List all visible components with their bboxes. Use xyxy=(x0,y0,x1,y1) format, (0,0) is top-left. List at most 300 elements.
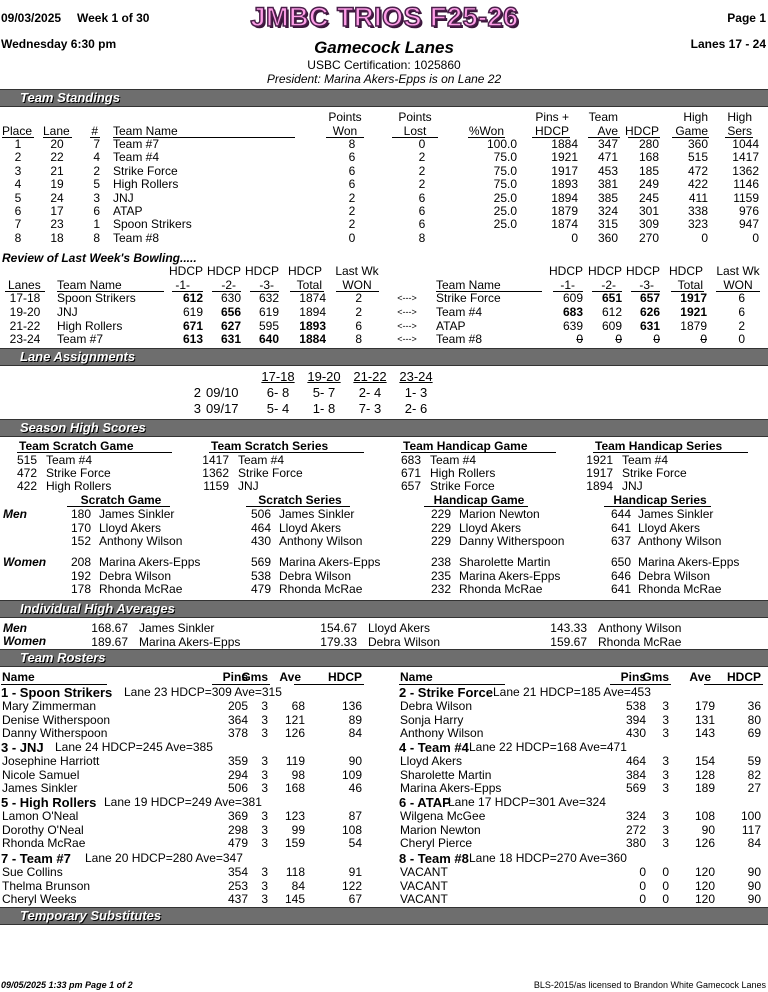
roster-team-info: Lane 19 HDCP=249 Ave=381 xyxy=(104,795,262,809)
bowler-name: Sharolette Martin xyxy=(400,767,492,782)
review-arrow: <---> xyxy=(397,306,417,317)
rule-line xyxy=(593,452,748,453)
standings-cell: 6 xyxy=(418,190,426,205)
bowler-name: Danny Witherspoon xyxy=(2,726,108,741)
average: 126 xyxy=(694,836,715,851)
standings-cell: 19 xyxy=(50,177,64,192)
standings-cell: Strike Force xyxy=(113,163,178,178)
standings-cell: 0 xyxy=(348,230,356,245)
bowler-name: VACANT xyxy=(400,865,448,879)
standings-cell: 8 xyxy=(418,230,426,245)
review-won: 6 xyxy=(738,291,745,305)
roster-team-info: Lane 23 HDCP=309 Ave=315 xyxy=(124,685,282,699)
team-high-title: Team Scratch Series xyxy=(211,439,329,453)
score: 192 xyxy=(70,568,91,583)
review-team: Spoon Strikers xyxy=(57,291,136,305)
average: 143.33 xyxy=(550,621,587,635)
review-game: 651 xyxy=(601,291,622,305)
review-game: 612 xyxy=(182,291,203,305)
review-team: High Rollers xyxy=(57,318,123,333)
standings-cell: 8 xyxy=(14,230,22,245)
bowler-name: Lloyd Akers xyxy=(279,520,342,535)
standings-cell: 6 xyxy=(93,204,100,218)
average: 189.67 xyxy=(91,634,128,649)
standings-cell: 1 xyxy=(93,217,100,232)
team-name: Strike Force xyxy=(430,479,495,494)
games: 3 xyxy=(261,699,268,713)
score: 683 xyxy=(400,453,421,467)
standings-cell: 4 xyxy=(14,177,22,192)
pins: 569 xyxy=(625,781,646,796)
bowler-name: Rhonda McRae xyxy=(99,582,183,597)
standings-cell: 6 xyxy=(348,150,356,165)
games: 3 xyxy=(662,836,669,851)
col-header: WON xyxy=(723,278,753,292)
average: 154.67 xyxy=(320,621,357,635)
standings-cell: 0 xyxy=(752,230,759,245)
handicap: 82 xyxy=(747,767,761,782)
average: 128 xyxy=(694,767,715,782)
review-game: 656 xyxy=(220,304,241,319)
handicap: 84 xyxy=(747,836,761,851)
bowler-name: Rhonda McRae xyxy=(598,634,682,649)
col-header: # xyxy=(91,124,98,138)
standings-cell: 1874 xyxy=(551,217,578,232)
standings-cell: 5 xyxy=(93,177,100,192)
standings-cell: 100.0 xyxy=(486,137,517,151)
standings-cell: 2 xyxy=(93,163,100,178)
score: 650 xyxy=(610,555,631,569)
games: 3 xyxy=(261,781,268,796)
review-arrow: <---> xyxy=(397,320,417,331)
team-name: Team #4 xyxy=(430,453,477,467)
standings-cell: 4 xyxy=(93,150,100,165)
bowler-name: Anthony Wilson xyxy=(279,534,363,549)
bowler-name: Thelma Brunson xyxy=(2,878,91,893)
standings-cell: 24 xyxy=(50,190,64,205)
section-bar-high-scores xyxy=(0,419,768,437)
review-total: 1884 xyxy=(299,332,326,347)
standings-cell: 309 xyxy=(638,217,659,232)
bowler-name: Lloyd Akers xyxy=(459,520,522,535)
bowler-name: Rhonda McRae xyxy=(638,582,722,597)
col-header: Game xyxy=(675,124,708,138)
standings-cell: High Rollers xyxy=(113,177,179,192)
review-game: 683 xyxy=(562,304,583,319)
standings-cell: 360 xyxy=(597,230,618,245)
bowler-name: James Sinkler xyxy=(279,507,355,521)
games: 3 xyxy=(261,836,268,851)
week-date: 09/10 xyxy=(206,385,239,400)
standings-cell: 168 xyxy=(638,150,659,165)
team-name: Strike Force xyxy=(622,466,687,481)
bowler-name: James Sinkler xyxy=(99,507,175,521)
games: 3 xyxy=(662,781,669,796)
review-game: 639 xyxy=(562,318,583,333)
roster-team-title: 4 - Team #4 xyxy=(399,740,469,755)
standings-cell: 245 xyxy=(638,190,659,205)
women-label: Women xyxy=(3,634,47,648)
bowler-name: Anthony Wilson xyxy=(400,726,484,741)
standings-cell: 385 xyxy=(597,190,618,205)
standings-cell: 7 xyxy=(14,217,22,232)
score: 430 xyxy=(250,534,271,549)
col-header: Team Name xyxy=(57,278,122,292)
col-header: Total xyxy=(677,278,703,292)
standings-cell: 6 xyxy=(418,217,426,232)
handicap: 91 xyxy=(348,865,362,879)
standings-cell: 324 xyxy=(597,204,618,218)
games: 3 xyxy=(662,767,669,782)
team-high-title: Team Handicap Series xyxy=(595,439,723,453)
week-number: 2 xyxy=(193,385,201,400)
handicap: 67 xyxy=(348,892,362,907)
average: 179.33 xyxy=(320,634,357,649)
pins: 384 xyxy=(625,767,646,782)
standings-cell: Team #7 xyxy=(113,137,160,151)
section-title: Team Rosters xyxy=(20,650,106,665)
team-name: Strike Force xyxy=(238,466,303,481)
bowler-name: Marina Akers-Epps xyxy=(638,555,740,569)
standings-cell: 6 xyxy=(348,163,356,178)
team-name: Team #4 xyxy=(238,453,285,467)
col-header: Points xyxy=(328,110,362,124)
average: 120 xyxy=(694,878,715,893)
games: 3 xyxy=(261,892,268,907)
standings-cell: 1921 xyxy=(551,150,578,165)
handicap: 80 xyxy=(747,712,761,727)
men-label: Men xyxy=(3,507,27,521)
average: 159 xyxy=(284,836,305,851)
col-header: Name xyxy=(2,670,35,684)
handicap: 117 xyxy=(741,822,761,837)
pins: 294 xyxy=(227,767,248,782)
review-game: 612 xyxy=(601,304,622,319)
col-header: Pins xyxy=(620,670,646,684)
score: 170 xyxy=(70,520,91,535)
roster-team-info: Lane 24 HDCP=245 Ave=385 xyxy=(55,740,213,754)
review-won: 0 xyxy=(738,332,745,347)
average: 179 xyxy=(694,699,715,713)
standings-cell: 75.0 xyxy=(493,177,517,192)
standings-cell: 315 xyxy=(597,217,618,232)
standings-cell: 471 xyxy=(597,150,618,165)
bowler-name: Marina Akers-Epps xyxy=(279,555,381,569)
games: 3 xyxy=(261,822,268,837)
score: 238 xyxy=(430,555,451,569)
bowler-name: Danny Witherspoon xyxy=(459,534,565,549)
col-header: HDCP xyxy=(587,264,622,278)
standings-cell: 1894 xyxy=(551,190,578,205)
rule-line xyxy=(17,452,172,453)
team-high-title: Team Scratch Game xyxy=(19,439,134,453)
col-header: Place xyxy=(2,124,33,138)
games: 3 xyxy=(261,712,268,727)
standings-cell: 422 xyxy=(687,177,708,192)
standings-cell: 6 xyxy=(14,204,22,218)
team-name: JNJ xyxy=(238,479,259,494)
col-header: Points xyxy=(398,110,432,124)
review-title: Review of Last Week's Bowling..... xyxy=(2,251,197,265)
review-total: 1879 xyxy=(680,318,707,333)
review-game: 619 xyxy=(182,304,203,319)
standings-cell: 1044 xyxy=(732,137,759,151)
league-logo: JMBC TRIOS F25-26 xyxy=(250,2,519,32)
review-game: 0 xyxy=(615,332,622,347)
review-lanes: 23-24 xyxy=(9,332,41,347)
col-header: HDCP xyxy=(624,124,659,138)
lane-pair: 6- 8 xyxy=(266,385,290,400)
review-total: 1893 xyxy=(299,318,326,333)
average: 168.67 xyxy=(91,621,128,635)
score: 229 xyxy=(430,534,451,549)
handicap: 69 xyxy=(747,726,761,741)
average: 120 xyxy=(694,892,715,907)
review-lanes: 17-18 xyxy=(9,291,41,305)
pins: 0 xyxy=(639,878,646,893)
certification: USBC Certification: 1025860 xyxy=(307,58,461,72)
roster-team-title: 3 - JNJ xyxy=(1,740,44,755)
games: 3 xyxy=(261,767,268,782)
standings-cell: 0 xyxy=(701,230,708,245)
average: 119 xyxy=(285,754,305,768)
review-game: 609 xyxy=(562,291,583,305)
review-game: 630 xyxy=(220,291,241,305)
standings-cell: JNJ xyxy=(113,190,134,205)
col-header: Team xyxy=(588,110,618,124)
standings-cell: 323 xyxy=(687,217,708,232)
roster-team-info: Lane 20 HDCP=280 Ave=347 xyxy=(85,851,243,865)
standings-cell: 1159 xyxy=(733,190,759,205)
standings-cell: 3 xyxy=(93,190,100,205)
standings-cell: 3 xyxy=(14,163,22,178)
col-header: Last Wk xyxy=(716,264,760,278)
bowler-name: James Sinkler xyxy=(638,507,714,521)
col-header: -3- xyxy=(639,278,654,292)
standings-cell: 2 xyxy=(14,150,22,165)
handicap: 90 xyxy=(747,892,761,907)
lane-pair: 2- 6 xyxy=(404,401,428,416)
score: 208 xyxy=(70,555,91,569)
standings-cell: ATAP xyxy=(113,204,143,218)
handicap: 136 xyxy=(341,699,362,713)
score: 180 xyxy=(70,507,91,521)
standings-cell: 75.0 xyxy=(493,163,517,178)
review-game: 0 xyxy=(653,332,660,347)
standings-cell: 25.0 xyxy=(493,217,517,232)
col-header: WON xyxy=(342,278,372,292)
standings-cell: 5 xyxy=(14,190,22,205)
team-name: Team #4 xyxy=(622,453,669,467)
section-bar-lane-assignments xyxy=(0,348,768,366)
ind-high-title: Scratch Game xyxy=(80,493,162,507)
standings-cell: 347 xyxy=(597,137,618,151)
pins: 506 xyxy=(227,781,248,796)
games: 0 xyxy=(662,865,669,879)
review-game: 0 xyxy=(576,332,583,347)
team-name: Team #4 xyxy=(46,453,93,467)
average: 68 xyxy=(291,699,305,713)
roster-team-title: 5 - High Rollers xyxy=(1,795,97,810)
standings-cell: 22 xyxy=(50,150,64,165)
games: 3 xyxy=(662,699,669,713)
bowler-name: Lloyd Akers xyxy=(368,621,431,635)
handicap: 109 xyxy=(341,767,362,782)
col-header: Team Name xyxy=(436,278,501,292)
review-arrow: <---> xyxy=(397,334,417,345)
review-team: ATAP xyxy=(436,318,466,333)
bowler-name: Josephine Harriott xyxy=(2,754,100,768)
bowler-name: Debra Wilson xyxy=(99,568,172,583)
standings-cell: 338 xyxy=(687,204,708,218)
col-header: High xyxy=(727,110,752,124)
review-game: 631 xyxy=(639,318,660,333)
section-title: Temporary Substitutes xyxy=(20,908,162,923)
section-title: Lane Assignments xyxy=(20,349,136,364)
average: 121 xyxy=(284,712,305,727)
bowler-name: Dorothy O'Neal xyxy=(2,822,84,837)
roster-team-title: 8 - Team #8 xyxy=(399,851,469,866)
review-game: 640 xyxy=(258,332,279,347)
rule-line xyxy=(401,452,556,453)
col-header: Gms xyxy=(241,670,268,684)
bowler-name: Sharolette Martin xyxy=(459,555,551,569)
standings-cell: 21 xyxy=(50,163,64,178)
review-arrow: <---> xyxy=(397,293,417,303)
review-team: Team #4 xyxy=(436,304,483,319)
review-team: Strike Force xyxy=(436,291,501,305)
review-team: Team #7 xyxy=(57,332,104,347)
standings-cell: Team #4 xyxy=(113,150,160,165)
review-game: 671 xyxy=(182,318,203,333)
bowler-name: VACANT xyxy=(400,892,448,907)
review-game: 631 xyxy=(220,332,241,347)
games: 3 xyxy=(662,822,669,837)
average: 90 xyxy=(701,822,715,837)
games: 3 xyxy=(261,865,268,879)
pins: 479 xyxy=(227,836,248,851)
bowler-name: Marina Akers-Epps xyxy=(400,781,502,796)
score: 1917 xyxy=(586,466,613,481)
standings-cell: 1917 xyxy=(551,163,578,178)
review-won: 6 xyxy=(738,304,745,319)
standings-cell: 25.0 xyxy=(493,204,517,218)
col-header: Gms xyxy=(642,670,669,684)
rule-line xyxy=(294,684,364,685)
score: 229 xyxy=(430,507,451,521)
standings-cell: 1 xyxy=(14,137,22,151)
score: 472 xyxy=(16,466,37,481)
col-header: Last Wk xyxy=(335,264,379,278)
col-header: HDCP xyxy=(625,264,660,278)
standings-cell: 75.0 xyxy=(493,150,517,165)
pins: 394 xyxy=(625,712,646,727)
score: 479 xyxy=(250,582,271,597)
average: 108 xyxy=(694,809,715,823)
ind-high-title: Handicap Game xyxy=(433,493,525,507)
score: 646 xyxy=(610,568,631,583)
report-date: 09/03/2025 xyxy=(1,11,62,25)
president-note: President: Marina Akers-Epps is on Lane 22 xyxy=(266,72,502,86)
lane-pair: 1- 3 xyxy=(404,385,428,400)
roster-team-title: 2 - Strike Force xyxy=(399,685,493,700)
handicap: 89 xyxy=(348,712,362,727)
average: 126 xyxy=(284,726,305,741)
review-game: 627 xyxy=(220,318,241,333)
lane-pair: 5- 7 xyxy=(312,385,336,400)
games: 3 xyxy=(662,712,669,727)
lane-pair-header: 23-24 xyxy=(399,369,433,384)
score: 671 xyxy=(400,466,421,481)
col-header: Lost xyxy=(403,124,427,138)
lane-pair-header: 19-20 xyxy=(307,369,341,384)
pins: 205 xyxy=(227,699,248,713)
handicap: 84 xyxy=(348,726,362,741)
team-name: Strike Force xyxy=(46,466,111,481)
bowler-name: Rhonda McRae xyxy=(459,582,543,597)
standings-cell: 2 xyxy=(348,217,356,232)
section-title: Individual High Averages xyxy=(20,601,175,616)
lane-pair-header: 21-22 xyxy=(353,369,387,384)
page-number: Page 1 xyxy=(727,11,766,25)
standings-cell: 6 xyxy=(348,177,356,192)
review-total: 1874 xyxy=(299,291,326,305)
week-date: 09/17 xyxy=(206,401,239,416)
handicap: 46 xyxy=(348,781,362,796)
average: 98 xyxy=(291,767,305,782)
standings-cell: 1362 xyxy=(732,163,759,178)
bowler-name: Cheryl Pierce xyxy=(400,836,473,851)
bowler-name: Denise Witherspoon xyxy=(2,712,111,727)
bowler-name: Debra Wilson xyxy=(638,568,711,583)
pins: 464 xyxy=(625,754,646,768)
pins: 538 xyxy=(625,699,646,713)
roster-team-info: Lane 21 HDCP=185 Ave=453 xyxy=(493,685,651,699)
section-title: Season High Scores xyxy=(20,420,146,435)
review-won: 2 xyxy=(738,318,745,333)
standings-cell: 280 xyxy=(638,137,659,151)
review-game: 609 xyxy=(601,318,622,333)
women-label: Women xyxy=(3,555,47,569)
col-header: HDCP xyxy=(534,124,569,138)
review-game: 632 xyxy=(258,291,279,305)
average: 131 xyxy=(694,712,715,727)
score: 1417 xyxy=(202,453,229,467)
col-header: HDCP xyxy=(327,670,362,684)
standings-cell: 2 xyxy=(418,163,426,178)
lane-pair-header: 17-18 xyxy=(261,369,295,384)
col-header: HDCP xyxy=(287,264,322,278)
score: 538 xyxy=(250,568,271,583)
bowler-name: Debra Wilson xyxy=(400,699,473,713)
ind-high-title: Scratch Series xyxy=(258,493,342,507)
col-header: Pins xyxy=(222,670,248,684)
footer-license: BLS-2015/as licensed to Brandon White Gamecock Lanes xyxy=(533,980,766,990)
bowler-name: Lloyd Akers xyxy=(400,754,463,768)
section-title: Team Standings xyxy=(20,90,120,105)
standings-cell: 6 xyxy=(418,204,426,218)
score: 506 xyxy=(250,507,271,521)
standings-cell: 23 xyxy=(50,217,64,232)
bowler-name: VACANT xyxy=(400,878,448,893)
standings-cell: 1879 xyxy=(551,204,578,218)
day-time: Wednesday 6:30 pm xyxy=(1,37,117,51)
bowler-name: Anthony Wilson xyxy=(99,534,183,549)
team-high-title: Team Handicap Game xyxy=(403,439,528,453)
score: 152 xyxy=(70,534,91,549)
games: 3 xyxy=(261,878,268,893)
score: 657 xyxy=(400,479,421,494)
